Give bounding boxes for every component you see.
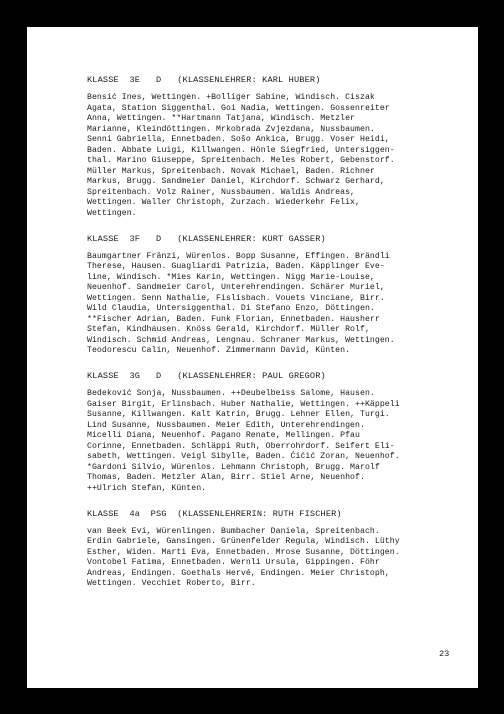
class-section-3f [87,234,467,357]
text-line: Micelli Diana, Neuenhof. Pagano Renate, Mellingen. Pfau [87,431,360,441]
text-line: Wild Claudia, Untersiggenthal. Di Stefano Enzo, Döttingen. [87,304,375,314]
text-line: Andreas, Endingen. Goethals Hervé, Endingen. Meier Christoph, [87,568,390,578]
text-line: Neuenhof. Sandmeier Carol, Unterehrendingen. Schärer Muriel, [87,283,385,293]
text-line: **Fischer Adrian, Baden. Funk Florian, Ennetbaden. Hausherr [87,314,380,324]
text-line: Anna, Wettingen. **Hartmann Tatjana, Windisch. Metzler [87,114,356,124]
text-line: Wettingen. [87,209,137,219]
text-line: Thomas, Baden. Metzler Alan, Birr. Stiel Arne, Neuenhof. [87,473,365,483]
text-line: Therese, Hausen. Guagliardi Patrizia, Baden. Käpplinger Eve- [87,262,385,272]
text-line: Vontobel Fatima, Ennetbaden. Wernli Ursula, Gippingen. Föhr [87,558,380,568]
text-line: Lind Susanne, Nussbaumen. Meier Edith, Unterehrendingen. [87,420,365,430]
class-section-3g [87,371,467,494]
text-line: Corinne, Ennetbaden. Schläppi Ruth, Oberrohrdorf. Seifert Eli- [87,441,395,451]
text-line: Esther, Widen. Marti Eva, Ennetbaden. Mrose Susanne, Döttingen. [87,547,400,557]
text-line: Bedeković Sonja, Nussbaumen. ++Deubelbeiss Salome, Hausen. [87,389,375,399]
text-line: van Beek Evi, Würenlingen. Bumbacher Daniela, Spreitenbach. [87,526,380,536]
class-list-content [87,75,467,604]
class-heading: KLASSE 3G D (KLASSENLEHRER: PAUL GREGOR) [87,371,326,382]
text-line: Spreitenbach. Volz Rainer, Nussbaumen. Waldis Andreas, [87,187,356,197]
text-line: Marianne, Kleindöttingen. Mrkobrada Zvjezdana, Nussbaumen. [87,124,375,134]
text-line: Gaiser Birgit, Erlinsbach. Huber Nathalie, Wettingen. ++Käppeli [87,399,400,409]
text-line: *Gardoni Silvio, Würenlos. Lehmann Christoph, Brugg. Marolf [87,462,380,472]
document-page [27,27,478,688]
text-line: Senni Gabriella, Ennetbaden. Sošo Ankica, Brugg. Voser Heidi, [87,135,390,145]
class-section-3e [87,75,467,220]
class-section-4a [87,509,467,590]
text-line: Teodorescu Calin, Neuenhof. Zimmermann David, Künten. [87,346,351,356]
text-line: Wettingen. Waller Christoph, Zurzach. Wiederkehr Felix, [87,198,360,208]
class-heading: KLASSE 4a PSG (KLASSENLEHRERIN: RUTH FISCHER) [87,508,342,519]
text-line: sabeth, Wettingen. Veigl Sibylle, Baden. Ćićić Zoran, Neuenhof. [87,452,400,462]
text-line: Wettingen. Vecchiet Roberto, Birr. [87,579,256,589]
class-heading: KLASSE 3E D (KLASSENLEHRER: KARL HUBER) [87,75,321,85]
text-line: line, Windisch. *Mies Karin, Wettingen. Nigg Marie-Louise, [87,272,375,282]
text-line: Stefan, Kindhausen. Knöss Gerald, Kirchdorf. Müller Rolf, [87,325,370,335]
text-line: Baden. Abbate Luigi, Killwangen. Hönle Siegfried, Untersiggen- [87,145,395,155]
text-line: thal. Marino Giuseppe, Spreitenbach. Meles Robert, Gebenstorf. [87,156,395,166]
text-line: Susanne, Killwangen. Kalt Katrin, Brugg. Lehner Ellen, Turgi. [87,410,390,420]
text-line: ++Ulrich Stefan, Künten. [87,483,207,493]
text-line: Markus, Brugg. Sandmeier Daniel, Kirchdorf. Schwarz Gerhard, [87,177,385,187]
page-number: 23 [439,649,450,659]
class-heading: KLASSE 3F D (KLASSENLEHRER: KURT GASSER) [87,233,326,244]
text-line: Wettingen. Senn Nathalie, Fislisbach. Vouets Vinciane, Birr. [87,293,385,303]
text-line: Agata, Station Siggenthal. Goi Nadia, Wettingen. Gossenreiter [87,103,390,113]
text-line: Baumgartner Fränzi, Würenlos. Bopp Susanne, Effingen. Brändli [87,251,390,261]
text-line: Windisch. Schmid Andreas, Lengnau. Schraner Markus, Wettingen. [87,335,395,345]
text-line: Müller Markus, Spreitenbach. Novak Michael, Baden. Richner [87,166,375,176]
text-line: Bensić Ines, Wettingen. +Bolliger Sabine, Windisch. Ciszak [87,93,375,102]
text-line: Erdin Gabriele, Gansingen. Grünenfelder Regula, Windisch. Lüthy [87,537,400,547]
